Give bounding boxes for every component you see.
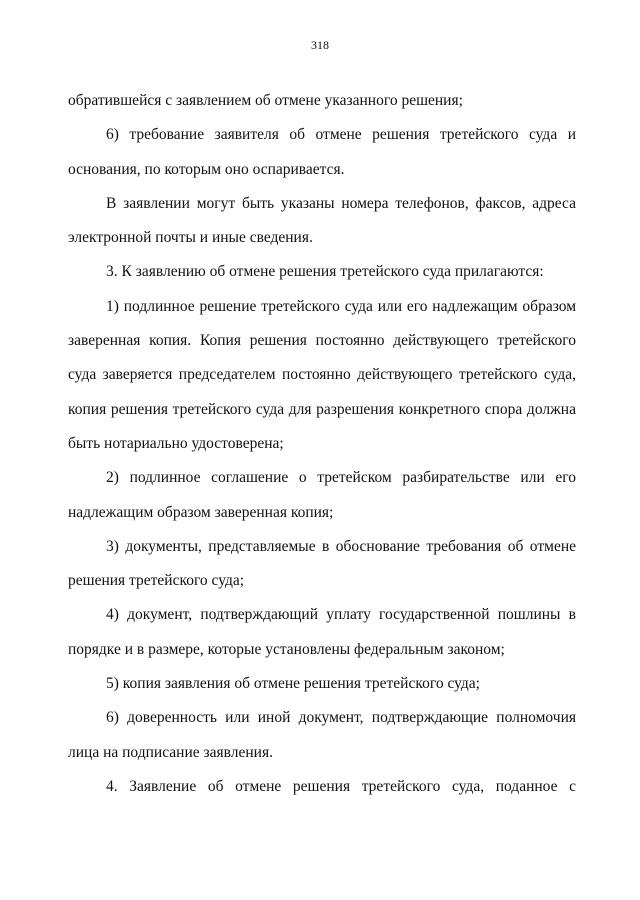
paragraph-item-5-copy: 5) копия заявления об отмене решения третейского суда; [106,675,480,693]
paragraph-item-4-fee-receipt: 4) документ, подтверждающий уплату государственной пошлины в порядке и в размере, которые установлены федеральным законом; [68,606,576,658]
paragraph-section-3-heading: 3. К заявлению об отмене решения третейского суда прилагаются: [106,263,544,281]
document-body [68,84,576,804]
paragraph-continuation: обратившейся с заявлением об отмене указанного решения; [68,92,463,109]
page-number: 318 [311,38,329,52]
paragraph-item-3-documents: 3) документы, представляемые в обоснование требования об отмене решения третейского суда; [68,537,576,590]
paragraph-item-6-requirement: 6) требование заявителя об отмене решения третейского суда и основания, по которым оно оспаривается. [68,126,576,178]
paragraph-item-1-original-decision: 1) подлинное решение третейского суда или его надлежащим образом заверенная копия. Копия решения постоянно действующего третейского суда заверяется председателем постоянно действующего третейского суда, копия решения третейского суда для разрешения конкретного спора должна быть нотариально удостоверена; [68,297,576,452]
paragraph-item-6-power-of-attorney: 6) доверенность или иной документ, подтверждающие полномочия лица на подписание заявления. [68,709,576,761]
paragraph-section-4-start: 4. Заявление об отмене решения третейского суда, поданное с [106,777,576,795]
paragraph-contact-details: В заявлении могут быть указаны номера телефонов, факсов, адреса электронной почты и иные сведения. [68,194,576,247]
paragraph-item-2-agreement: 2) подлинное соглашение о третейском разбирательстве или его надлежащим образом заверенная копия; [68,469,576,521]
